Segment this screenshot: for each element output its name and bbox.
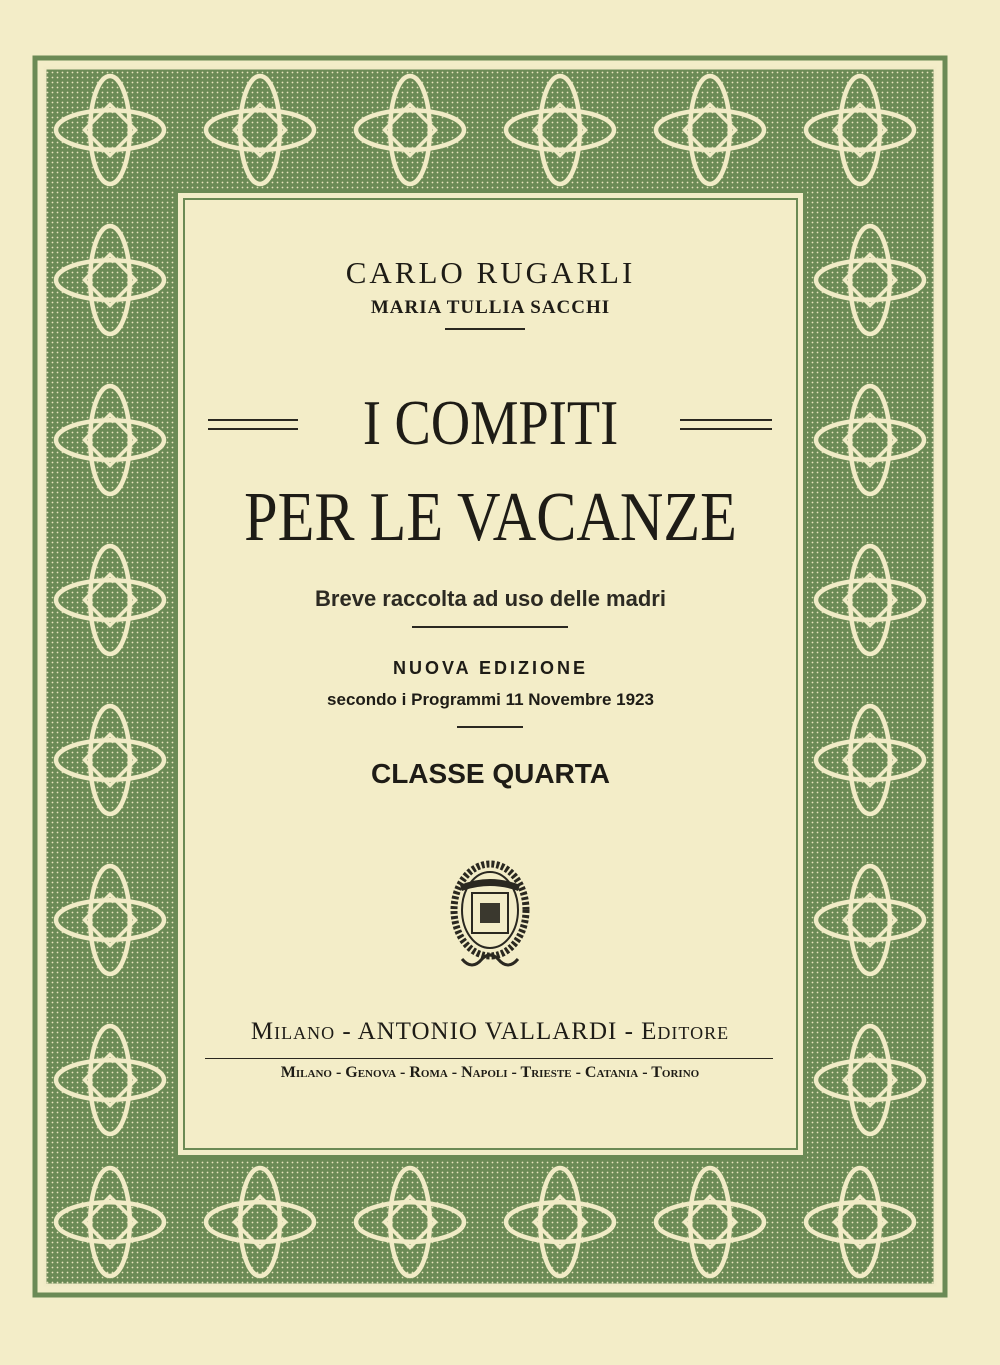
subtitle: Breve raccolta ad uso delle madri [315,586,666,611]
publisher-line: Milano - ANTONIO VALLARDI - Editore [250,1018,730,1045]
publisher-crest-icon [440,855,540,980]
title-line-2: PER LE VACANZE [244,479,737,556]
cities-line: Milano - Genova - Roma - Napoli - Trieste - Catania - Torino [280,1064,700,1081]
divider [457,726,523,728]
author-primary: CARLO RUGARLI [345,255,636,290]
divider [205,1058,773,1059]
edition: NUOVA EDIZIONE [392,658,588,678]
title-line-1: I COMPITI [362,387,619,458]
program-note: secondo i Programmi 11 Novembre 1923 [327,690,654,709]
grade: CLASSE QUARTA [370,758,611,789]
divider [445,328,525,330]
divider [412,626,568,628]
author-secondary: MARIA TULLIA SACCHI [370,297,611,318]
